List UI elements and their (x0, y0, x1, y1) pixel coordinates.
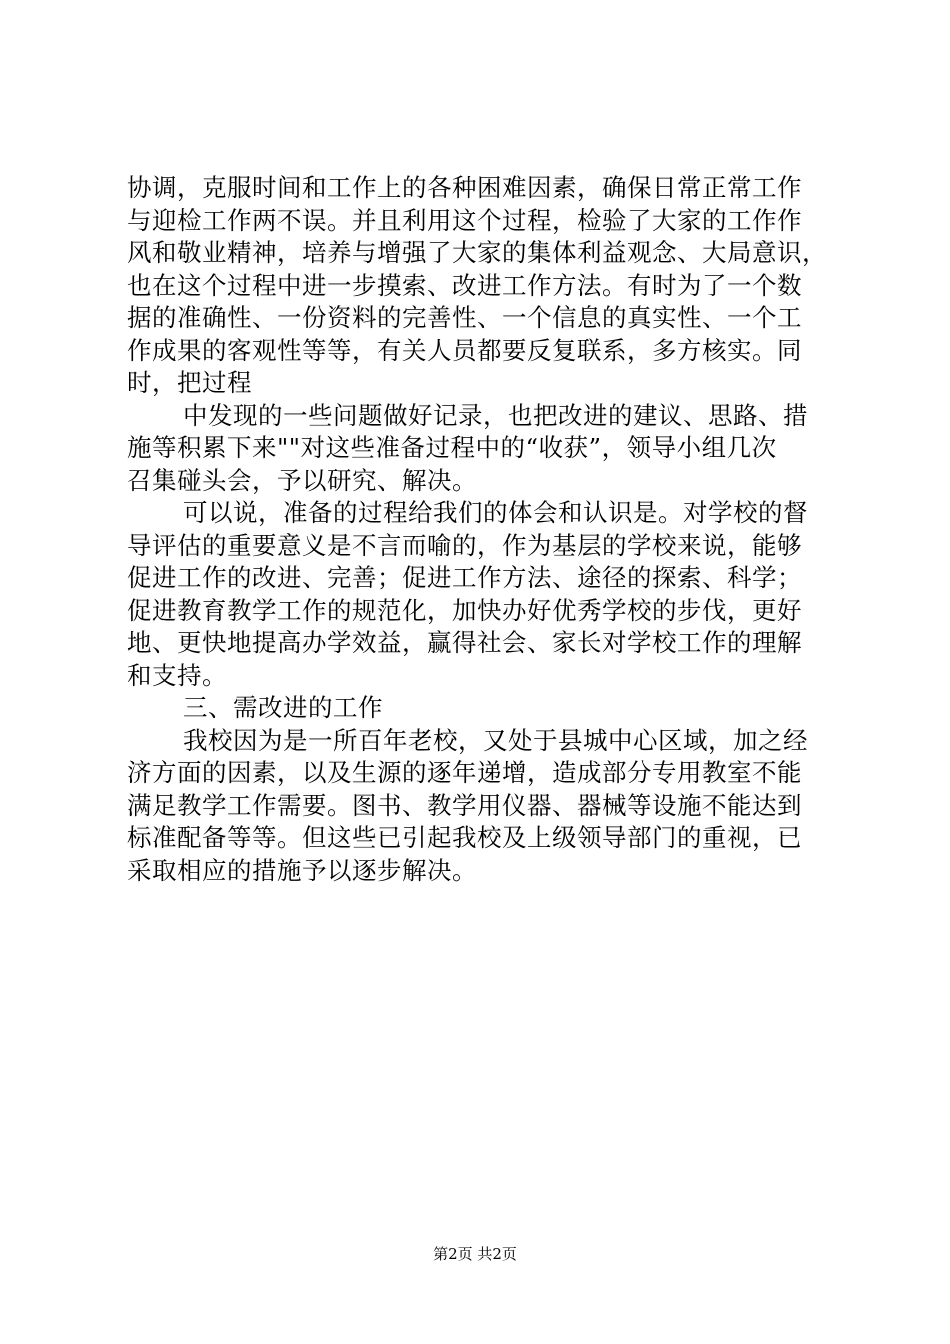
text-line: 施等积累下来""对这些准备过程中的“收获”，领导小组几次 (127, 433, 777, 462)
page-footer (0, 1244, 950, 1264)
text-line: 风和敬业精神，培养与增强了大家的集体利益观念、大局意识， (127, 238, 827, 267)
document-body (127, 172, 847, 887)
text-line: 与迎检工作两不误。并且利用这个过程，检验了大家的工作作 (127, 205, 802, 235)
text-line: 协调，克服时间和工作上的各种困难因素，确保日常正常工作 (127, 173, 802, 202)
text-line: 也在这个过程中进一步摸索、改进工作方法。有时为了一个数 (127, 270, 802, 300)
text-line: 满足教学工作需要。图书、教学用仪器、器械等设施不能达到 (127, 790, 802, 820)
text-line: 导评估的重要意义是不言而喻的，作为基层的学校来说，能够 (127, 530, 802, 560)
text-line: 济方面的因素，以及生源的逐年递增，造成部分专用教室不能 (127, 758, 802, 787)
paragraph-first-line: 我校因为是一所百年老校，又处于县城中心区域，加之经 (183, 725, 808, 755)
text-line: 召集碰头会，予以研究、解决。 (127, 465, 477, 495)
text-line: 作成果的客观性等等，有关人员都要反复联系，多方核实。同 (127, 335, 802, 365)
text-line: 促进工作的改进、完善；促进工作方法、途径的探索、科学； (127, 563, 802, 592)
page-number: 第2页 共2页 (433, 1245, 517, 1263)
text-line: 和支持。 (127, 660, 227, 690)
text-line: 地、更快地提高办学效益，赢得社会、家长对学校工作的理解 (127, 628, 802, 657)
paragraph-first-line: 可以说，准备的过程给我们的体会和认识是。对学校的督 (183, 498, 808, 527)
text-line: 促进教育教学工作的规范化，加快办好优秀学校的步伐，更好 (127, 595, 802, 625)
text-line: 据的准确性、一份资料的完善性、一个信息的真实性、一个工 (127, 303, 802, 332)
text-line: 标准配备等等。但这些已引起我校及上级领导部门的重视，已 (127, 823, 802, 852)
text-line: 时，把过程 (127, 368, 252, 397)
text-line: 采取相应的措施予以逐步解决。 (127, 855, 477, 885)
section-heading: 三、需改进的工作 (183, 693, 383, 722)
paragraph-first-line: 中发现的一些问题做好记录，也把改进的建议、思路、措 (183, 400, 808, 430)
